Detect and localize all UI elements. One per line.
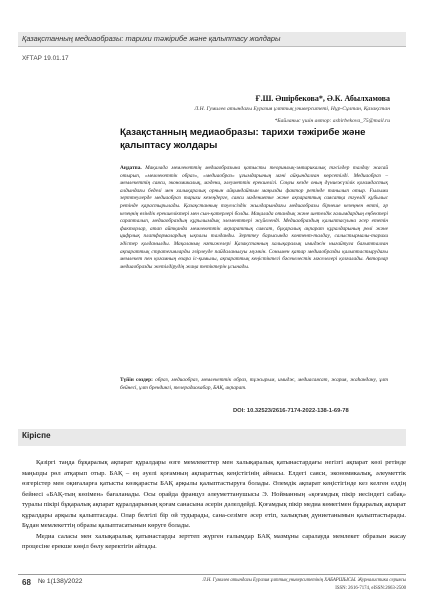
running-header: Қазақстанның медиаобразы: тарихи тәжірибе және қалыптасу жолдары	[22, 34, 281, 43]
section-band	[18, 429, 406, 446]
issue-number: № 1(138)/2022	[38, 578, 83, 585]
abstract-text: Мақалада мемлекеттің медиаобразына қатысты теориялық-эмпирикалық тәсілдер талдау жасай отырып, «мемлекеттік образ», «медиаобраз» ұғымдарының мәні айқындалған көрсетілді. Медиаобраз – мемлекеттің саяси, экономикалық, мәдени, әлеуметтік ерекшелігі. Соңғы кезде оның дүниежүзілік қоғамдастық алдындағы беделі мен халықаралық орнын айқындайтын маңызды фактор ретінде танылып отыр. Ғылыми зерттеулерде медиаобраз тарихи кезеңдерге, саяси мәдениетке және ақпараттық саясатқа тәуелді құбылыс ретінде қарастырылады. Қазақстанның тәуелсіздік жылдарындағы медиаобразы бірнеше кезеңнен өтті, әр кезеңнің өзіндік ерекшеліктері мен сын-қатерлері болды. Мақалада отандық және шетелдік ғалымдардың еңбектері сарапталып, медиаобраздың құрылымдық элементтері жүйеленді. Медиаобраздың қалыптасуына әсер ететін факторлар, атап айтқанда мемлекеттік ақпараттық саясат, бұқаралық ақпарат құралдарының рөлі және цифрлық платформалардың ықпалы талданды. Зерттеу барысында контент-талдау, салыстырмалы-тарихи әдістер қолданылды. Мақаланың нәтижелері Қазақстанның халықаралық имиджін нығайтуға бағытталған ақпараттық стратегияларды әзірлеуде пайдаланылуы мүмкін. Сонымен қатар медиаобразды қалыптастырудағы мемлекет пен қоғамның өзара іс-қимылы, ақпараттық кеңістіктегі бәсекелестік мәселелері қозғалады. Авторлар медиаобразды жетілдірудің жаңа тетіктерін ұсынады.	[120, 165, 388, 270]
journal-name: Л.Н. Гумилев атындағы Еуразия ұлттық университетінің ХАБАРШЫСЫ. Журналистика сериясы	[202, 578, 406, 583]
authors: Ғ.Ш. Әшірбекова*, Ә.К. Абылхамова	[255, 94, 390, 103]
body-paragraph: Медиа саласы мен халықаралық қатынастарды зерттеп жүрген ғалымдар БАҚ мазмұны саралауда мемлекет образын жасау процесіне ерекше көңіл бөлу керектігін айтады.	[22, 532, 406, 550]
footer-divider	[18, 574, 406, 575]
section-title: Кіріспе	[22, 431, 51, 440]
affiliation: Л.Н. Гумилев атындағы Еуразия ұлттық университеті, Нұр-Сұлтан, Қазақстан	[194, 106, 390, 112]
page-number: 68	[22, 578, 31, 587]
keywords	[120, 377, 388, 392]
classification-code: ХҒТАР 19.01.17	[22, 55, 69, 62]
doi: DOI: 10.32523/2616-7174-2022-138-1-69-78	[233, 408, 349, 414]
keywords-text: образ, медиаобраз, мемлекеттік образ, тұжырым, имидж, медиасаясат, жария, жаһандану, ұлт бейнесі, ұлт брендингі, телерадиохабар, БАҚ, ақпарат.	[120, 377, 389, 391]
article-title: Қазақстанның медиаобразы: тарихи тәжірибе және қалыптасу жолдары	[120, 127, 366, 151]
keywords-label: Түйін сөздер:	[120, 377, 153, 383]
abstract	[120, 165, 388, 271]
issn: ISSN: 2616-7174, eISSN:2663-2500	[335, 586, 406, 591]
contact-email: *Байланыс үшін автор: ashirbekova_75@mail.ru	[274, 118, 390, 124]
body-paragraph: Қазіргі таңда бұқаралық ақпарат құралдары өзге мемлекеттер мен халықаралық қатынастардағы негізгі ақпарат көзі ретінде маңызды рөл атқарып отыр. БАҚ – ең әуелі қоғамның ақпараттық кеңістігінің айнасы. Елдегі саяси, экономикалық, әлеуметтік өзгерістер мен оқиғаларға қатысты көзқарасты БАҚ арқылы қалыптастыруға болады. Әлемдік ақпарат кеңістігінде кез келген елдің бейнесі «БАҚ-тың көзімен» бағаланады. Осы орайда француз әлеуметтанушысы Э. Нойманның «қоғамдық пікір иесіндегі сабақ» туралы пікірі бұқаралық ақпарат құралдарының қоғам санасына әсерін дәлелдейді. Қоғамдық пікір медиа көмегімен бұқаралық ақпарат құралдары арқылы қалыптасады. Олар белгілі бір ой тудырады, сана-сезімге әсер етіп, халықтың дүниетанымын қалыптастырады. Бұдан мемлекеттің образы қалыптасатынын көруге болады.	[22, 459, 406, 529]
body-text	[22, 458, 406, 553]
abstract-label: Аңдатпа.	[120, 165, 142, 171]
